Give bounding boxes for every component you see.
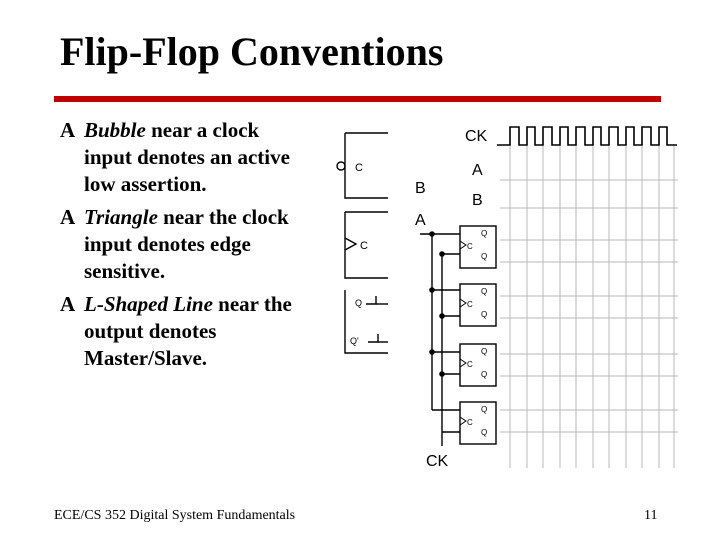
q-output-label: Q — [355, 298, 363, 308]
bullet-line: input denotes an active — [84, 145, 290, 169]
flip-flop-1 — [460, 226, 496, 268]
ff-clock-label: C — [467, 360, 473, 369]
ff-qbar-label: Q — [481, 252, 488, 261]
b-top-label: B — [472, 192, 483, 209]
bullet-emphasis: Triangle — [84, 205, 158, 229]
ff-clock-label: C — [467, 418, 473, 427]
footer-course: ECE/CS 352 Digital System Fundamentals — [54, 508, 296, 523]
bullet-marker: A — [60, 292, 76, 316]
bullet-emphasis: Bubble — [84, 118, 146, 142]
bubble-clock-label: C — [355, 162, 363, 174]
bullet-line: Master/Slave. — [84, 346, 208, 370]
bullet-marker: A — [60, 205, 76, 229]
bullet-text: near the — [212, 292, 292, 316]
slide-title: Flip-Flop Conventions — [60, 29, 444, 74]
ff-q-label: Q — [481, 229, 488, 238]
bullet-line: sensitive. — [84, 259, 166, 283]
ff-clock-label: C — [467, 300, 473, 309]
q-prime-output-label: Q' — [350, 336, 359, 346]
flip-flop-2 — [460, 284, 496, 326]
bullet-marker: A — [60, 118, 76, 142]
clock-waveform — [497, 127, 677, 145]
footer-page-number: 11 — [644, 508, 658, 523]
ff-qbar-label: Q — [481, 428, 488, 437]
ff-q-label: Q — [481, 347, 488, 356]
flip-flop-4 — [460, 402, 496, 444]
ff-qbar-label: Q — [481, 370, 488, 379]
ff-qbar-label: Q — [481, 310, 488, 319]
shift-register-wiring — [420, 234, 460, 446]
ck-bottom-label: CK — [426, 453, 449, 470]
bullet-line: low assertion. — [84, 172, 207, 196]
ff-q-label: Q — [481, 287, 488, 296]
a-left-label: A — [415, 212, 426, 229]
a-top-label: A — [472, 162, 483, 179]
timing-grid — [500, 145, 678, 468]
ck-top-label: CK — [465, 128, 488, 145]
bullet-line: output denotes — [84, 319, 217, 343]
bullet-line: input denotes edge — [84, 232, 251, 256]
bullet-text: near the clock — [157, 205, 289, 229]
ff-q-label: Q — [481, 405, 488, 414]
bullet-text: near a clock — [145, 118, 260, 142]
ff-clock-label: C — [467, 242, 473, 251]
bullet-emphasis: L-Shaped Line — [84, 292, 213, 316]
triangle-clock-label: C — [360, 240, 368, 252]
b-left-label: B — [415, 180, 426, 197]
flip-flop-3 — [460, 344, 496, 386]
